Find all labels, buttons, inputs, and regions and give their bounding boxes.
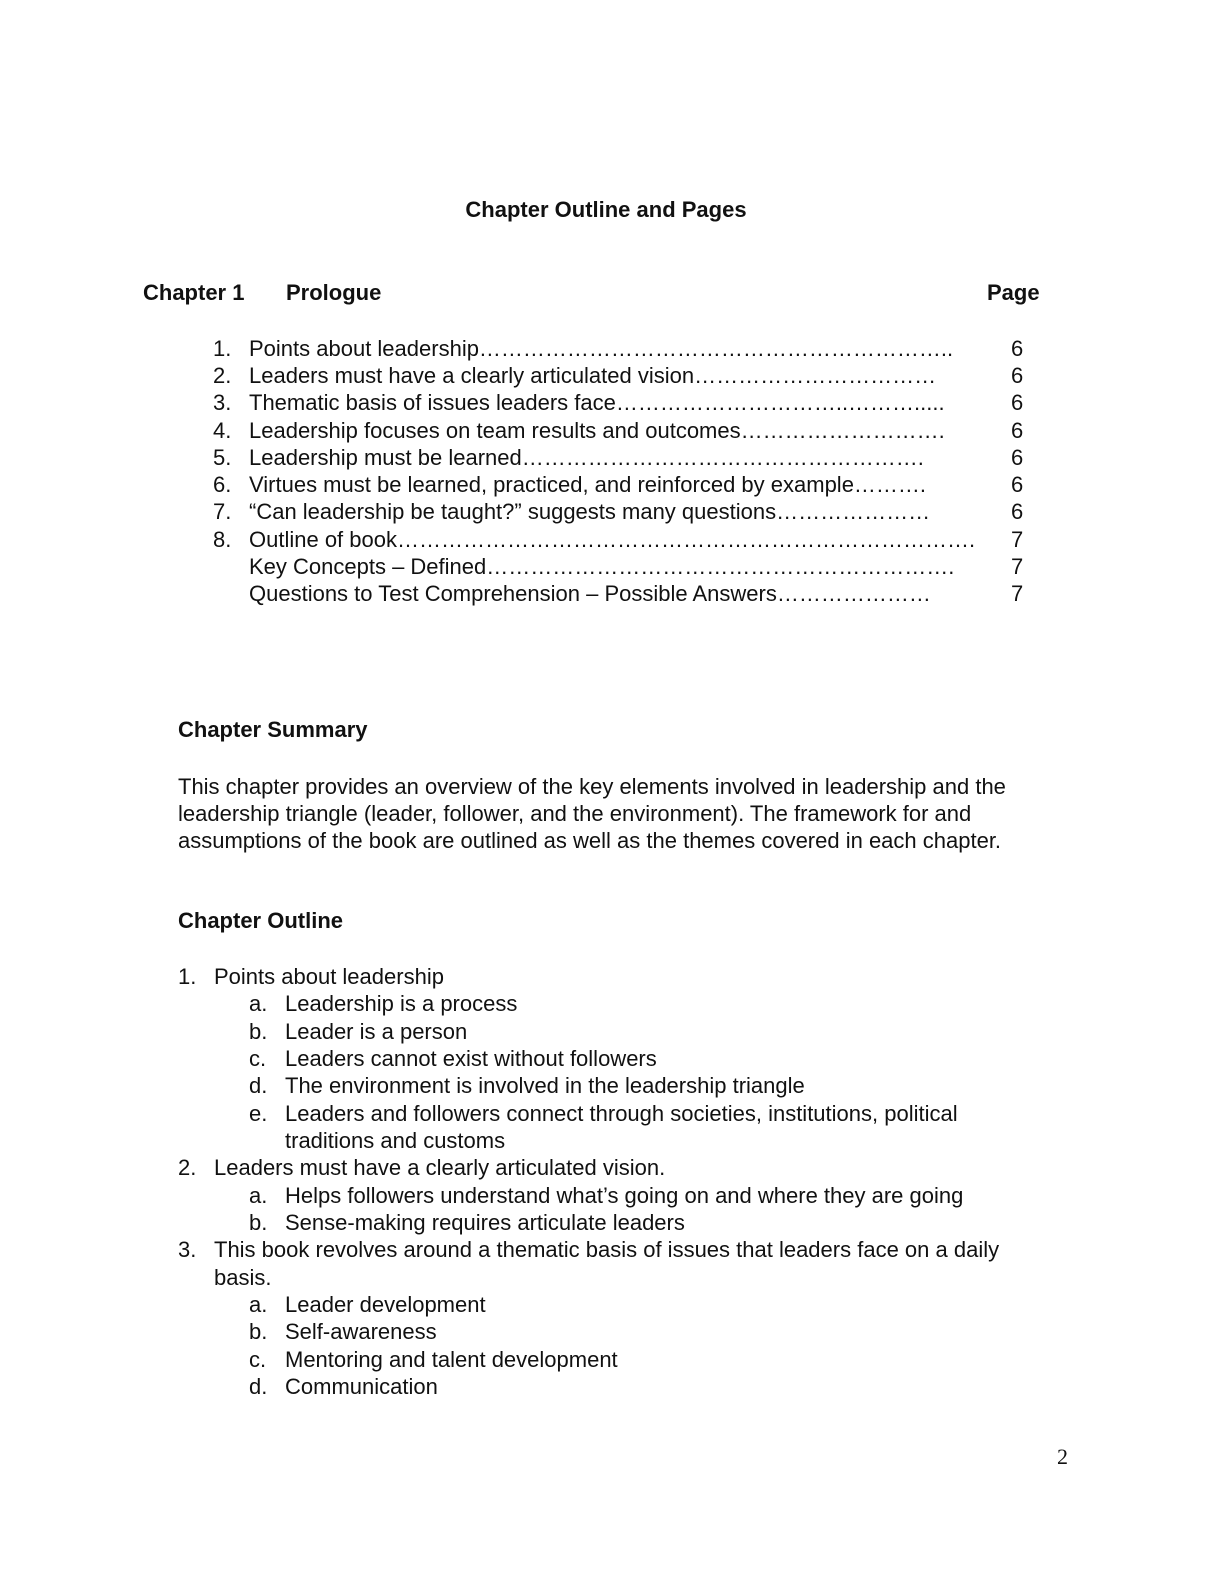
list-item-text: Leaders and followers connect through societies, institutions, political [285,1101,958,1126]
list-item-text: basis. [214,1265,272,1290]
toc-item-page: 7 [1011,581,1024,606]
list-item-number: d. [249,1073,268,1098]
list-item-number: c. [249,1347,267,1372]
list-item-text: Leaders cannot exist without followers [285,1046,657,1071]
list-item-text: Self-awareness [285,1319,437,1344]
summary-heading: Chapter Summary [178,717,368,742]
list-item-text: Leadership is a process [285,991,518,1016]
list-item-number: 2. [178,1155,197,1180]
toc-item-text: Key Concepts – Defined………………………………………………………. [249,554,955,579]
toc-item-text: Questions to Test Comprehension – Possible Answers………………… [249,581,931,606]
toc-item-number: 2. [213,363,232,388]
toc-item-text: Thematic basis of issues leaders face…………………………..………..... [249,390,945,415]
toc-item-text: Outline of book……………………………………………………………………. [249,527,976,552]
toc-chapter-name: Prologue [286,280,382,305]
list-item-number: e. [249,1101,268,1126]
list-item-text: The environment is involved in the leadership triangle [285,1073,805,1098]
toc-item-number: 3. [213,390,232,415]
toc-item-text: Points about leadership……………………………………………………….. [249,336,954,361]
list-item-text: Helps followers understand what’s going on and where they are going [285,1183,964,1208]
toc-item-text: “Can leadership be taught?” suggests many questions………………… [249,499,931,524]
list-item-text: Points about leadership [214,964,444,989]
document-title: Chapter Outline and Pages [465,197,747,222]
list-item-number: a. [249,991,268,1016]
toc-item-page: 6 [1011,445,1024,470]
outline-heading: Chapter Outline [178,908,344,933]
list-item-number: a. [249,1292,268,1317]
list-item-text: Communication [285,1374,438,1399]
list-item-text: Leaders must have a clearly articulated vision. [214,1155,666,1180]
toc-item-text: Leadership must be learned………………………………………………. [249,445,924,470]
list-item-number: b. [249,1319,268,1344]
summary-paragraph: This chapter provides an overview of the key elements involved in leadership and the leadership triangle (leader, follower, and the environment). The framework for and assumptions of the book are outlined as well as the themes covered in each chapter. [178,774,1006,853]
list-item-number: b. [249,1210,268,1235]
toc-item-page: 6 [1011,363,1024,388]
list-item-text: Leader is a person [285,1019,468,1044]
list-item-text: Leader development [285,1292,486,1317]
toc-item-page: 7 [1011,554,1024,579]
list-item-text: This book revolves around a thematic basis of issues that leaders face on a daily [214,1237,1000,1262]
toc-item-page: 7 [1011,527,1024,552]
toc-item-page: 6 [1011,418,1024,443]
list-item-text: Mentoring and talent development [285,1347,618,1372]
toc-item-page: 6 [1011,499,1024,524]
list-item-number: a. [249,1183,268,1208]
toc-item-number: 5. [213,445,232,470]
toc-item-number: 1. [213,336,232,361]
list-item-number: d. [249,1374,268,1399]
toc-item-page: 6 [1011,390,1024,415]
list-item-text: traditions and customs [285,1128,506,1153]
toc-chapter-label: Chapter 1 [143,280,245,305]
list-item-number: b. [249,1019,268,1044]
toc-item-text: Leaders must have a clearly articulated vision…………………………… [249,363,937,388]
toc-item-number: 4. [213,418,232,443]
toc-page-column-label: Page [987,280,1040,305]
toc-item-page: 6 [1011,472,1024,497]
toc-item-text: Leadership focuses on team results and outcomes………………………. [249,418,945,443]
toc-item-text: Virtues must be learned, practiced, and reinforced by example………. [249,472,927,497]
toc-item-page: 6 [1011,336,1024,361]
list-item-number: c. [249,1046,267,1071]
list-item-number: 1. [178,964,197,989]
toc-item-number: 6. [213,472,232,497]
list-item-number: 3. [178,1237,197,1262]
page-number: 2 [1057,1444,1068,1469]
list-item-text: Sense-making requires articulate leaders [285,1210,685,1235]
toc-item-number: 8. [213,527,232,552]
toc-item-number: 7. [213,499,232,524]
